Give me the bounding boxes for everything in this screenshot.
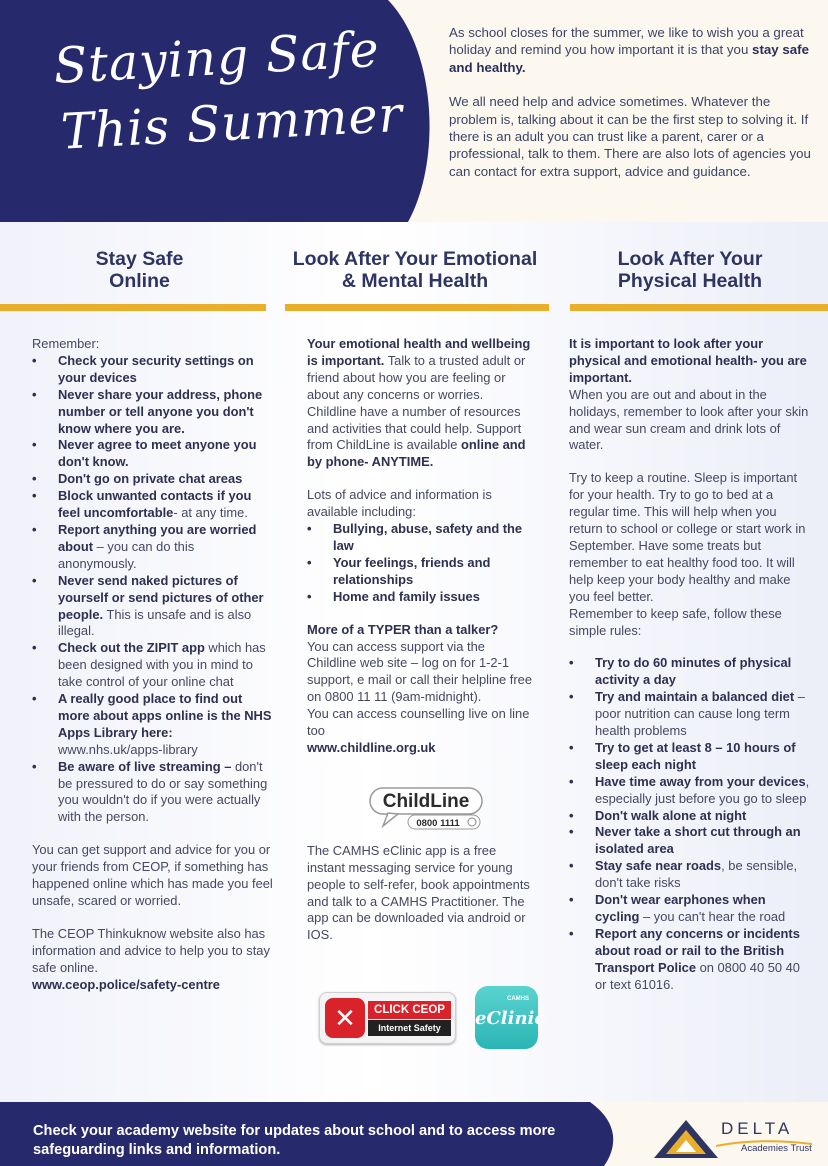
list-item: • A really good place to find out more about apps online is the NHS Apps Library here: www.nhs.uk/apps-library xyxy=(32,691,274,759)
ceop-sublabel: Internet Safety xyxy=(368,1020,451,1036)
gold-divider-3 xyxy=(570,304,828,311)
ceop-label: CLICK CEOP xyxy=(368,1001,451,1019)
childline-logo-text: ChildLine xyxy=(382,791,470,812)
list-item: • Never send naked pictures of yourself or send pictures of other people. This is unsafe and is also illegal. xyxy=(32,573,274,641)
list-item: • Your feelings, friends and relationships xyxy=(307,555,537,589)
list-item: • Bullying, abuse, safety and the law xyxy=(307,521,537,555)
physical-health-column xyxy=(569,336,813,994)
advice-topics-list xyxy=(307,521,537,606)
rules-intro: Remember to keep safe, follow these simple rules: xyxy=(569,605,782,638)
list-item: • Check out the ZIPIT app which has been designed with you in mind to take control of your online chat xyxy=(32,640,274,691)
heading-stay-safe-online: Stay Safe Online xyxy=(95,248,184,292)
emotional-health-column xyxy=(307,336,537,944)
list-item: • Have time away from your devices, especially just before you go to sleep xyxy=(569,774,813,808)
footer-text: Check your academy website for updates about school and to access more safeguarding links and information. xyxy=(33,1123,556,1158)
delta-logo-icon xyxy=(650,1118,720,1160)
click-ceop-button[interactable] xyxy=(319,992,456,1044)
typer-heading: More of a TYPER than a talker? xyxy=(307,621,499,637)
physical-intro: It is important to look after your physical and emotional health- you are important. xyxy=(569,336,807,385)
ceop-thinkuknow-text: The CEOP Thinkuknow website also has information and advice to help you to stay safe online. xyxy=(32,925,270,975)
list-item: • Try to do 60 minutes of physical activity a day xyxy=(569,655,813,689)
physical-rules-list xyxy=(569,655,813,993)
intro-paragraph-1: As school closes for the summer, we like to wish you a great holiday and remind you how important it is that you stay safe and healthy. xyxy=(449,25,809,75)
gold-divider-2 xyxy=(285,304,549,311)
holiday-advice: When you are out and about in the holidays, remember to look after your skin and wear sun cream and drink lots of water. xyxy=(569,386,809,453)
delta-brand-name: DELTA xyxy=(721,1119,794,1138)
ceop-figure-icon: ✕ xyxy=(325,998,365,1038)
online-safety-list xyxy=(32,353,274,826)
advice-available: Lots of advice and information is available including: xyxy=(307,487,492,520)
childline-phone: 0800 1111 xyxy=(416,818,460,829)
childline-link[interactable]: www.childline.org.uk xyxy=(307,739,436,755)
list-item: • Don't go on private chat areas xyxy=(32,471,274,488)
gold-divider-1 xyxy=(0,304,266,311)
eclinic-label: eClinic xyxy=(475,1008,546,1029)
heading-physical-health: Look After Your Physical Health xyxy=(617,248,763,292)
list-item: • Stay safe near roads, be sensible, don't take risks xyxy=(569,858,813,892)
heading-emotional-health: Look After Your Emotional & Mental Health xyxy=(292,248,538,292)
list-item: • Try to get at least 8 – 10 hours of sleep each night xyxy=(569,740,813,774)
list-item: • Try and maintain a balanced diet – poor nutrition can cause long term health problems xyxy=(569,689,813,740)
list-item: • Home and family issues xyxy=(307,589,537,606)
list-item: • Check your security settings on your devices xyxy=(32,353,274,387)
childline-logo xyxy=(368,786,484,832)
list-item: • Don't walk alone at night xyxy=(569,808,813,825)
online-safety-column xyxy=(32,336,274,994)
page-title xyxy=(52,16,408,166)
typer-text: You can access support via the Childline web site – log on for 1-2-1 support, e mail or call their helpline free on 0800 11 11 (9am-midnight). xyxy=(307,638,532,705)
list-item: • Don't wear earphones when cycling – you can't hear the road xyxy=(569,892,813,926)
ceop-link[interactable]: www.ceop.police/safety-centre xyxy=(32,976,220,992)
list-item: • Report anything you are worried about – you can do this anonymously. xyxy=(32,522,274,573)
emotional-intro: Your emotional health and wellbeing is important. Talk to a trusted adult or friend about how you are feeling or about any concerns or worries. xyxy=(307,336,531,402)
remember-label: Remember: xyxy=(32,336,100,351)
list-item: • Report any concerns or incidents about road or rail to the British Transport Police on 0800 40 50 40 or text 61016. xyxy=(569,926,813,994)
title-line-2: This Summer xyxy=(59,85,405,161)
intro-text xyxy=(449,24,821,197)
routine-advice: Try to keep a routine. Sleep is important for your health. Try to go to bed at a regular time. This will help when you return to school or college or start work in September. Have some treats but remember to eat healthy food too. It will help keep your body healthy and make you feel better. xyxy=(569,470,806,604)
camhs-eclinic-app-icon[interactable] xyxy=(475,986,546,1049)
childline-resources: Childline have a number of resources and activities that could help. Support from ChildLine is available online and by phone- ANYTIME. xyxy=(307,403,526,470)
list-item: • Never share your address, phone number or tell anyone you don't know where you are. xyxy=(32,387,274,438)
counselling-text: You can access counselling live on line too xyxy=(307,706,530,739)
delta-brand-subtitle: Academies Trust xyxy=(741,1143,812,1154)
list-item: • Never agree to meet anyone you don't know. xyxy=(32,437,274,471)
eclinic-small-label: CAMHS xyxy=(507,996,529,1002)
camhs-eclinic-text: The CAMHS eClinic app is a free instant messaging service for young people to self-refer, book appointments and talk to a CAMHS Practitioner. The app can be downloaded via android or IOS. xyxy=(307,842,530,943)
intro-paragraph-2: We all need help and advice sometimes. Whatever the problem is, talking about it can be the first step to solving it. If there is an adult you can trust like a parent, carer or a professional, talk to them. There are also lots of agencies you can contact for extra support, advice and guidance. xyxy=(449,94,811,179)
list-item: • Block unwanted contacts if you feel uncomfortable- at any time. xyxy=(32,488,274,522)
list-item: • Never take a short cut through an isolated area xyxy=(569,824,813,858)
title-line-1: Staying Safe xyxy=(52,20,381,95)
ceop-support-text: You can get support and advice for you or your friends from CEOP, if something has happened online which has made you feel unsafe, scared or worried. xyxy=(32,842,273,908)
list-item: • Be aware of live streaming – don't be pressured to do or say something you wouldn't do if you were actually with the person. xyxy=(32,759,274,827)
